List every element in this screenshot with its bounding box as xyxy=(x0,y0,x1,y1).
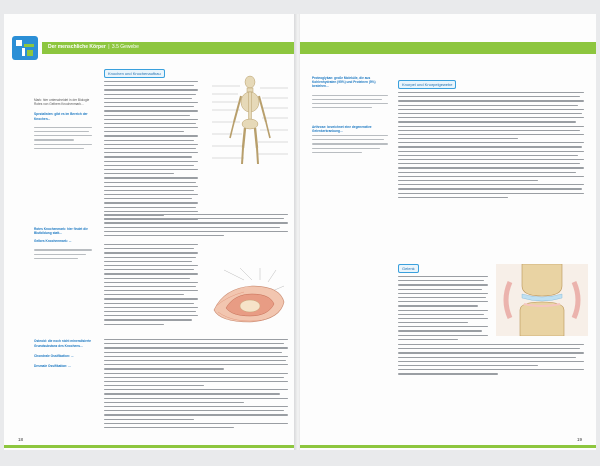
header-separator: | xyxy=(108,44,110,50)
right-page xyxy=(300,14,596,450)
side-note-text: Spezialisten: gibt es im Bereich der Knochen... xyxy=(34,112,88,121)
side-notes-right xyxy=(312,76,392,196)
side-note xyxy=(312,125,392,133)
side-note-text: Gelbes Knochenmark: ... xyxy=(34,239,72,244)
bottom-bar xyxy=(4,445,296,448)
skeleton-figure xyxy=(210,74,290,169)
side-note xyxy=(34,239,98,243)
side-note xyxy=(312,76,392,89)
section-title: 3.5 Gewebe xyxy=(111,44,139,50)
section-tab-label: Knochen und Knochenaufbau xyxy=(108,71,161,76)
section-tab-knochen xyxy=(104,69,165,78)
side-note xyxy=(34,227,98,235)
section-tab-knorpel xyxy=(398,80,456,89)
page-number: 18 xyxy=(18,437,24,442)
knee-joint-figure xyxy=(496,264,588,336)
side-note xyxy=(34,354,98,358)
running-header xyxy=(48,44,139,50)
side-note xyxy=(34,112,98,120)
side-notes-left xyxy=(34,98,98,428)
main-text-block xyxy=(398,92,586,252)
side-note-text: Chondrale Ossifikation: ... xyxy=(34,353,74,358)
main-text-block xyxy=(104,339,290,439)
main-text-block xyxy=(398,344,586,404)
section-tab-gelenk xyxy=(398,264,419,273)
left-page xyxy=(4,14,296,450)
side-note xyxy=(34,98,98,106)
side-note xyxy=(34,364,98,368)
section-tab-label: Knorpel und Knorpelgewebe xyxy=(402,82,453,87)
page-number: 19 xyxy=(576,437,582,442)
bottom-bar xyxy=(300,445,596,448)
bone-cross-section-figure xyxy=(204,266,292,330)
side-note-text: Arthrose: bezeichnet eine degenerative Gelenkerkrankung... xyxy=(312,124,372,133)
side-note-text: Rotes Knochenmark: hier findet die Blutbildung statt... xyxy=(34,226,88,236)
header-bar xyxy=(300,42,596,54)
chapter-title: Der menschliche Körper xyxy=(48,44,106,50)
book-logo xyxy=(12,36,38,60)
side-note-text: Proteoglykan: große Moleküle, die aus Kohlenhydraten (95%) und Proteinen (5%) bestehen... xyxy=(312,76,376,89)
side-note-text: Desmale Ossifikation: ... xyxy=(34,364,71,369)
side-note-text: Mark: hier unterscheidet in der Biologie Rotes von Gelbem Knochenmark... xyxy=(34,98,90,107)
side-note-text: Osteoid: die noch nicht mineralisierte Grundsubstanz des Knochens... xyxy=(34,339,92,348)
section-tab-label: Gelenk xyxy=(402,266,415,271)
side-note xyxy=(34,339,98,347)
